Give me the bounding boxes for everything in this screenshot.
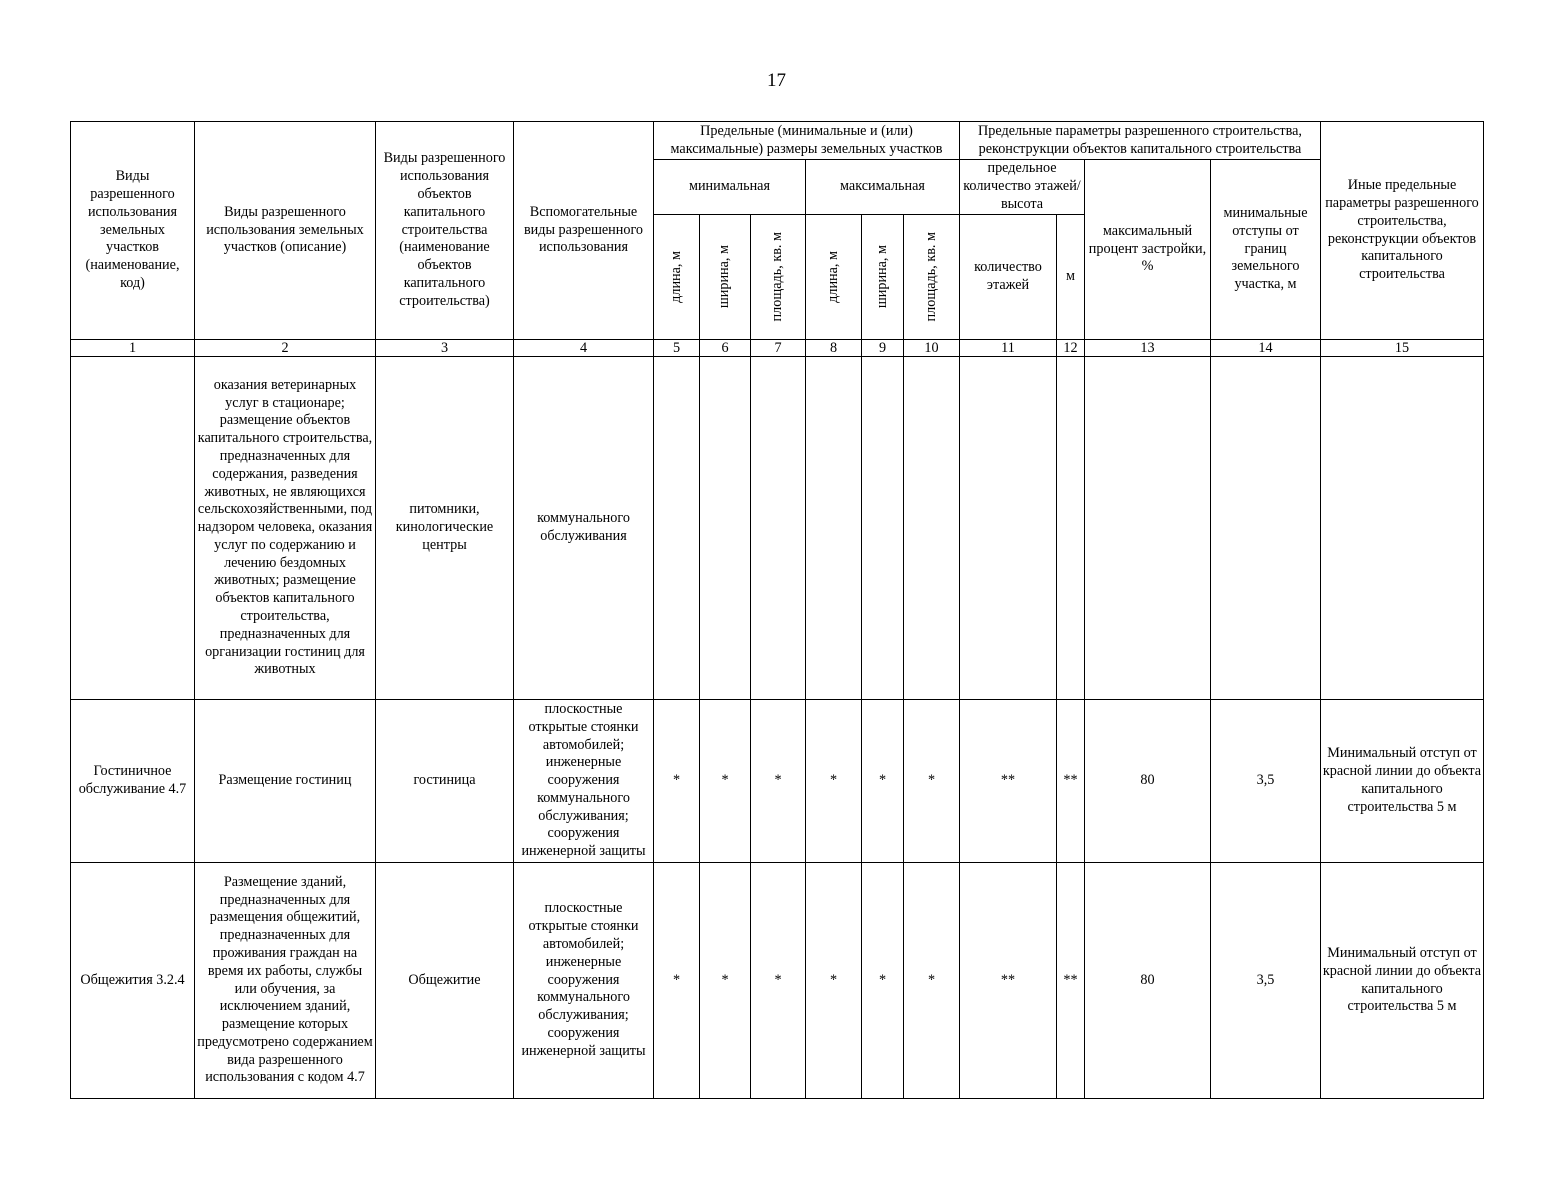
other-params: Минимальный отступ от красной линии до объекта капитального строительства 5 м <box>1321 863 1484 1099</box>
header-max-area: площадь, кв. м <box>904 215 960 340</box>
header-max-length: длина, м <box>806 215 862 340</box>
column-number: 4 <box>514 340 654 357</box>
header-max-percent: максимальный процент застройки, % <box>1085 160 1211 340</box>
header-maximal: максимальная <box>806 160 960 215</box>
header-minimal: минимальная <box>654 160 806 215</box>
header-min-setback: минимальные отступы от границ земельного участка, м <box>1211 160 1321 340</box>
max-length: * <box>806 700 862 863</box>
column-number: 11 <box>960 340 1057 357</box>
max-length: * <box>806 863 862 1099</box>
min-setback: 3,5 <box>1211 700 1321 863</box>
capital-objects: гостиница <box>376 700 514 863</box>
header-plot-sizes: Предельные (минимальные и (или) максимальные) размеры земельных участков <box>654 122 960 160</box>
header-build-params: Предельные параметры разрешенного строительства, реконструкции объектов капитального строительства <box>960 122 1321 160</box>
header-floors: количество этажей <box>960 215 1057 340</box>
landuse-description: Размещение зданий, предназначенных для размещения общежитий, предназначенных для проживания граждан на время их работы, службы или обучения, за исключением зданий, размещение которых предусмотрено содержанием вида разрешенного использования с кодом 4.7 <box>195 863 376 1099</box>
column-number: 6 <box>700 340 751 357</box>
header-landuse-kind: Виды разрешенного использования земельных участков (наименование, код) <box>71 122 195 340</box>
header-min-length: длина, м <box>654 215 700 340</box>
landuse-name: Общежития 3.2.4 <box>71 863 195 1099</box>
column-number: 5 <box>654 340 700 357</box>
max-width <box>862 357 904 700</box>
floors-count: ** <box>960 700 1057 863</box>
max-build-percent <box>1085 357 1211 700</box>
min-setback <box>1211 357 1321 700</box>
landuse-description: Размещение гостиниц <box>195 700 376 863</box>
max-build-percent: 80 <box>1085 863 1211 1099</box>
min-length: * <box>654 863 700 1099</box>
column-number: 1 <box>71 340 195 357</box>
min-setback: 3,5 <box>1211 863 1321 1099</box>
table-row <box>71 700 1484 863</box>
max-area: * <box>904 863 960 1099</box>
table-row <box>71 357 1484 700</box>
min-length: * <box>654 700 700 863</box>
header-floors-height: предельное количество этажей/высота <box>960 160 1085 215</box>
floors-count <box>960 357 1057 700</box>
regulations-table <box>70 121 1484 1099</box>
max-width: * <box>862 700 904 863</box>
column-number: 10 <box>904 340 960 357</box>
max-area: * <box>904 700 960 863</box>
capital-objects: Общежитие <box>376 863 514 1099</box>
max-build-percent: 80 <box>1085 700 1211 863</box>
column-number: 14 <box>1211 340 1321 357</box>
min-width: * <box>700 863 751 1099</box>
min-area: * <box>751 700 806 863</box>
column-number: 7 <box>751 340 806 357</box>
landuse-name: Гостиничное обслуживание 4.7 <box>71 700 195 863</box>
max-length <box>806 357 862 700</box>
other-params <box>1321 357 1484 700</box>
column-number: 2 <box>195 340 376 357</box>
auxiliary-uses: коммунального обслуживания <box>514 357 654 700</box>
column-number: 12 <box>1057 340 1085 357</box>
auxiliary-uses: плоскостные открытые стоянки автомобилей; инженерные сооружения коммунального обслуживания; сооружения инженерной защиты <box>514 700 654 863</box>
table-row <box>71 863 1484 1099</box>
column-number: 8 <box>806 340 862 357</box>
height-m: ** <box>1057 700 1085 863</box>
header-other-params: Иные предельные параметры разрешенного строительства, реконструкции объектов капитального строительства <box>1321 122 1484 340</box>
capital-objects: питомники, кинологические центры <box>376 357 514 700</box>
header-capital-objects: Виды разрешенного использования объектов капитального строительства (наименование объектов капитального строительства) <box>376 122 514 340</box>
floors-count: ** <box>960 863 1057 1099</box>
height-m: ** <box>1057 863 1085 1099</box>
height-m <box>1057 357 1085 700</box>
column-numbers-row <box>71 340 1484 357</box>
landuse-name <box>71 357 195 700</box>
header-auxiliary-uses: Вспомогательные виды разрешенного использования <box>514 122 654 340</box>
min-area <box>751 357 806 700</box>
header-row-1 <box>71 122 1484 160</box>
auxiliary-uses: плоскостные открытые стоянки автомобилей; инженерные сооружения коммунального обслуживания; сооружения инженерной защиты <box>514 863 654 1099</box>
landuse-description: оказания ветеринарных услуг в стационаре; размещение объектов капитального строительства, предназначенных для содержания, разведения животных, не являющихся сельскохозяйственными, под надзором человека, оказания услуг по содержанию и лечению бездомных животных; размещение объектов капитального строительства, предназначенных для организации гостиниц для животных <box>195 357 376 700</box>
min-width: * <box>700 700 751 863</box>
page-number: 17 <box>767 70 786 91</box>
min-area: * <box>751 863 806 1099</box>
column-number: 3 <box>376 340 514 357</box>
column-number: 9 <box>862 340 904 357</box>
column-number: 13 <box>1085 340 1211 357</box>
max-width: * <box>862 863 904 1099</box>
min-width <box>700 357 751 700</box>
header-min-width: ширина, м <box>700 215 751 340</box>
header-landuse-description: Виды разрешенного использования земельных участков (описание) <box>195 122 376 340</box>
header-min-area: площадь, кв. м <box>751 215 806 340</box>
column-number: 15 <box>1321 340 1484 357</box>
header-max-width: ширина, м <box>862 215 904 340</box>
min-length <box>654 357 700 700</box>
other-params: Минимальный отступ от красной линии до объекта капитального строительства 5 м <box>1321 700 1484 863</box>
max-area <box>904 357 960 700</box>
header-meters: м <box>1057 215 1085 340</box>
